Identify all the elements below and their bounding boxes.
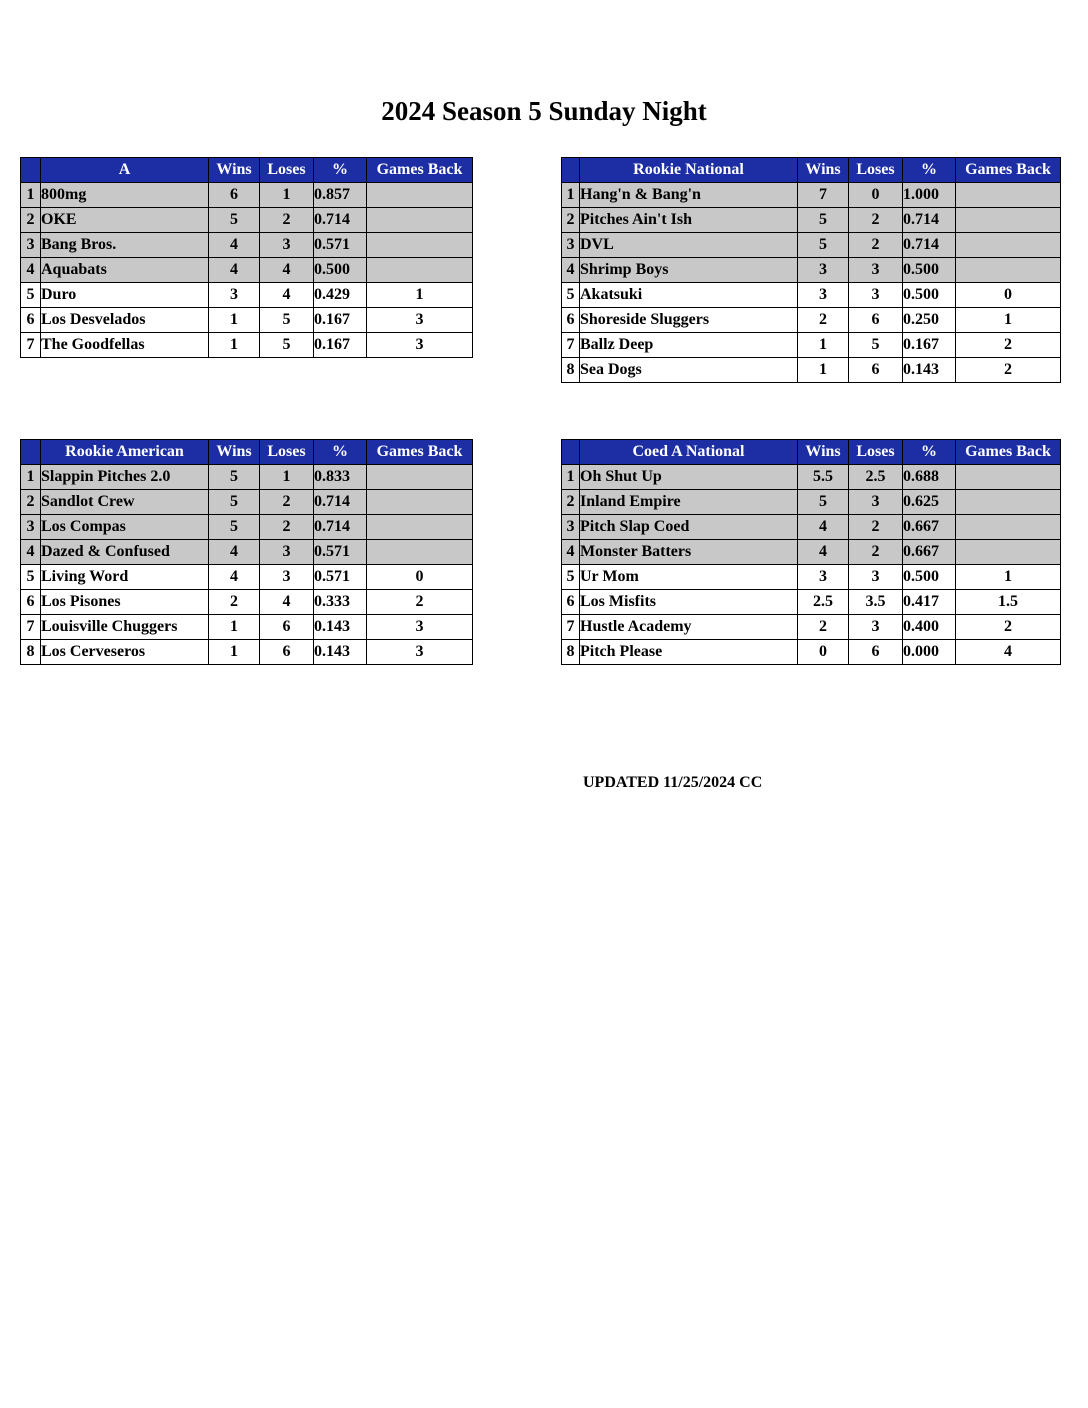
wins-cell: 6 [209, 183, 260, 208]
loses-cell: 3 [849, 565, 903, 590]
wins-cell: 1 [798, 358, 849, 383]
wins-cell: 5 [798, 208, 849, 233]
rank-cell: 4 [562, 258, 580, 283]
team-name: Los Cerveseros [41, 640, 209, 665]
rank-header [562, 158, 580, 183]
table-row [562, 540, 1061, 565]
table-header-row [562, 440, 1061, 465]
loses-cell: 2 [849, 515, 903, 540]
games-back-header: Games Back [367, 440, 473, 465]
rank-cell: 6 [21, 308, 41, 333]
rank-cell: 7 [21, 615, 41, 640]
pct-cell: 0.714 [903, 208, 956, 233]
loses-header: Loses [260, 158, 314, 183]
games-back-cell [956, 465, 1061, 490]
pct-cell: 0.500 [903, 258, 956, 283]
rank-cell: 4 [21, 258, 41, 283]
table-row [21, 183, 473, 208]
pct-cell: 0.571 [314, 540, 367, 565]
wins-cell: 2 [798, 615, 849, 640]
table-row [562, 258, 1061, 283]
pct-cell: 0.400 [903, 615, 956, 640]
table-row [21, 308, 473, 333]
loses-cell: 0 [849, 183, 903, 208]
team-name: Monster Batters [580, 540, 798, 565]
loses-cell: 4 [260, 258, 314, 283]
division-name: A [41, 158, 209, 183]
team-name: Sea Dogs [580, 358, 798, 383]
team-name: Dazed & Confused [41, 540, 209, 565]
loses-cell: 6 [260, 615, 314, 640]
table-row [21, 283, 473, 308]
games-back-header: Games Back [956, 440, 1061, 465]
wins-header: Wins [209, 158, 260, 183]
wins-cell: 2 [798, 308, 849, 333]
table-row [21, 515, 473, 540]
pct-cell: 0.688 [903, 465, 956, 490]
games-back-cell [367, 490, 473, 515]
table-row [562, 465, 1061, 490]
wins-cell: 5 [209, 490, 260, 515]
table-row [562, 590, 1061, 615]
games-back-cell [367, 183, 473, 208]
pct-cell: 0.571 [314, 233, 367, 258]
table-header-row [21, 158, 473, 183]
page-title: 2024 Season 5 Sunday Night [381, 96, 707, 126]
team-name: Pitch Slap Coed [580, 515, 798, 540]
loses-cell: 6 [260, 640, 314, 665]
rank-cell: 8 [562, 640, 580, 665]
rank-cell: 8 [21, 640, 41, 665]
games-back-cell [956, 515, 1061, 540]
division-name: Coed A National [580, 440, 798, 465]
standings-table-rookie-national [561, 157, 1061, 383]
games-back-cell: 1 [367, 283, 473, 308]
team-name: Aquabats [41, 258, 209, 283]
games-back-cell [367, 258, 473, 283]
loses-cell: 5 [849, 333, 903, 358]
wins-cell: 2.5 [798, 590, 849, 615]
loses-cell: 2 [849, 540, 903, 565]
games-back-cell: 0 [367, 565, 473, 590]
division-name: Rookie American [41, 440, 209, 465]
pct-cell: 0.167 [314, 333, 367, 358]
pct-header: % [903, 158, 956, 183]
wins-cell: 3 [209, 283, 260, 308]
pct-cell: 0.143 [903, 358, 956, 383]
games-back-cell: 3 [367, 333, 473, 358]
pct-header: % [903, 440, 956, 465]
rank-cell: 2 [21, 208, 41, 233]
games-back-cell [367, 208, 473, 233]
pct-cell: 0.857 [314, 183, 367, 208]
team-name: Los Pisones [41, 590, 209, 615]
table-row [562, 333, 1061, 358]
table-row [562, 640, 1061, 665]
loses-cell: 3 [849, 615, 903, 640]
loses-cell: 3.5 [849, 590, 903, 615]
pct-cell: 0.833 [314, 465, 367, 490]
games-back-cell [956, 490, 1061, 515]
rank-cell: 1 [21, 183, 41, 208]
rank-cell: 8 [562, 358, 580, 383]
pct-cell: 1.000 [903, 183, 956, 208]
rank-cell: 4 [562, 540, 580, 565]
standings-table-coed-a-national [561, 439, 1061, 665]
wins-cell: 2 [209, 590, 260, 615]
games-back-cell [367, 515, 473, 540]
wins-cell: 4 [209, 565, 260, 590]
table-row [21, 590, 473, 615]
rank-cell: 1 [562, 183, 580, 208]
pct-cell: 0.667 [903, 540, 956, 565]
wins-cell: 5 [798, 233, 849, 258]
pct-cell: 0.667 [903, 515, 956, 540]
table-header-row [562, 158, 1061, 183]
wins-cell: 4 [209, 258, 260, 283]
loses-cell: 6 [849, 640, 903, 665]
team-name: Los Misfits [580, 590, 798, 615]
loses-cell: 3 [260, 540, 314, 565]
team-name: Living Word [41, 565, 209, 590]
games-back-cell [956, 540, 1061, 565]
team-name: The Goodfellas [41, 333, 209, 358]
table-row [562, 283, 1061, 308]
pct-cell: 0.417 [903, 590, 956, 615]
pct-cell: 0.500 [903, 283, 956, 308]
team-name: Pitch Please [580, 640, 798, 665]
loses-header: Loses [260, 440, 314, 465]
rank-header [21, 158, 41, 183]
loses-cell: 5 [260, 308, 314, 333]
pct-cell: 0.143 [314, 640, 367, 665]
games-back-cell: 3 [367, 308, 473, 333]
loses-cell: 2 [260, 490, 314, 515]
games-back-cell: 2 [956, 358, 1061, 383]
pct-cell: 0.500 [314, 258, 367, 283]
games-back-cell [367, 540, 473, 565]
standings-table-a [20, 157, 473, 358]
games-back-cell [956, 208, 1061, 233]
table-row [21, 333, 473, 358]
team-name: Shoreside Sluggers [580, 308, 798, 333]
wins-cell: 5 [209, 208, 260, 233]
table-row [21, 233, 473, 258]
team-name: Hustle Academy [580, 615, 798, 640]
loses-header: Loses [849, 440, 903, 465]
loses-header: Loses [849, 158, 903, 183]
table-row [21, 540, 473, 565]
games-back-cell: 3 [367, 640, 473, 665]
team-name: Slappin Pitches 2.0 [41, 465, 209, 490]
team-name: Shrimp Boys [580, 258, 798, 283]
team-name: Bang Bros. [41, 233, 209, 258]
rank-cell: 1 [562, 465, 580, 490]
loses-cell: 6 [849, 358, 903, 383]
rank-header [21, 440, 41, 465]
pct-cell: 0.571 [314, 565, 367, 590]
games-back-cell: 1 [956, 308, 1061, 333]
wins-header: Wins [209, 440, 260, 465]
games-back-cell: 4 [956, 640, 1061, 665]
rank-cell: 4 [21, 540, 41, 565]
rank-cell: 6 [21, 590, 41, 615]
games-back-cell [367, 233, 473, 258]
loses-cell: 5 [260, 333, 314, 358]
loses-cell: 2.5 [849, 465, 903, 490]
loses-cell: 1 [260, 465, 314, 490]
rank-cell: 6 [562, 308, 580, 333]
games-back-cell: 1.5 [956, 590, 1061, 615]
team-name: Los Compas [41, 515, 209, 540]
loses-cell: 2 [849, 233, 903, 258]
wins-cell: 3 [798, 283, 849, 308]
loses-cell: 1 [260, 183, 314, 208]
games-back-cell [367, 465, 473, 490]
games-back-cell: 0 [956, 283, 1061, 308]
team-name: DVL [580, 233, 798, 258]
team-name: Ballz Deep [580, 333, 798, 358]
loses-cell: 3 [260, 565, 314, 590]
loses-cell: 2 [260, 208, 314, 233]
table-row [21, 565, 473, 590]
wins-cell: 1 [209, 640, 260, 665]
pct-header: % [314, 440, 367, 465]
team-name: 800mg [41, 183, 209, 208]
table-row [562, 358, 1061, 383]
table-row [562, 183, 1061, 208]
pct-cell: 0.500 [903, 565, 956, 590]
rank-cell: 3 [562, 233, 580, 258]
table-row [562, 233, 1061, 258]
rank-cell: 1 [21, 465, 41, 490]
pct-cell: 0.000 [903, 640, 956, 665]
rank-cell: 5 [562, 283, 580, 308]
rank-cell: 6 [562, 590, 580, 615]
team-name: Pitches Ain't Ish [580, 208, 798, 233]
games-back-cell: 3 [367, 615, 473, 640]
table-row [21, 615, 473, 640]
wins-cell: 7 [798, 183, 849, 208]
pct-cell: 0.250 [903, 308, 956, 333]
games-back-cell: 2 [956, 333, 1061, 358]
rank-cell: 7 [562, 615, 580, 640]
rank-cell: 5 [562, 565, 580, 590]
rank-header [562, 440, 580, 465]
games-back-header: Games Back [367, 158, 473, 183]
games-back-cell: 2 [367, 590, 473, 615]
table-row [21, 640, 473, 665]
team-name: Ur Mom [580, 565, 798, 590]
wins-cell: 1 [798, 333, 849, 358]
loses-cell: 4 [260, 590, 314, 615]
table-header-row [21, 440, 473, 465]
pct-header: % [314, 158, 367, 183]
pct-cell: 0.714 [314, 490, 367, 515]
games-back-cell [956, 233, 1061, 258]
pct-cell: 0.714 [314, 515, 367, 540]
loses-cell: 3 [849, 258, 903, 283]
pct-cell: 0.167 [903, 333, 956, 358]
wins-cell: 5.5 [798, 465, 849, 490]
wins-cell: 4 [209, 540, 260, 565]
rank-cell: 3 [562, 515, 580, 540]
table-row [21, 258, 473, 283]
team-name: Louisville Chuggers [41, 615, 209, 640]
standings-table-rookie-american [20, 439, 473, 665]
table-row [562, 565, 1061, 590]
wins-header: Wins [798, 440, 849, 465]
games-back-header: Games Back [956, 158, 1061, 183]
wins-cell: 1 [209, 615, 260, 640]
pct-cell: 0.714 [314, 208, 367, 233]
rank-cell: 7 [562, 333, 580, 358]
rank-cell: 3 [21, 515, 41, 540]
wins-cell: 3 [798, 258, 849, 283]
team-name: Hang'n & Bang'n [580, 183, 798, 208]
rank-cell: 2 [21, 490, 41, 515]
team-name: Duro [41, 283, 209, 308]
table-row [562, 490, 1061, 515]
loses-cell: 2 [260, 515, 314, 540]
team-name: Los Desvelados [41, 308, 209, 333]
rank-cell: 2 [562, 490, 580, 515]
loses-cell: 3 [849, 490, 903, 515]
rank-cell: 2 [562, 208, 580, 233]
rank-cell: 3 [21, 233, 41, 258]
pct-cell: 0.625 [903, 490, 956, 515]
pct-cell: 0.167 [314, 308, 367, 333]
table-row [562, 615, 1061, 640]
loses-cell: 3 [849, 283, 903, 308]
table-row [21, 490, 473, 515]
loses-cell: 2 [849, 208, 903, 233]
wins-cell: 4 [798, 540, 849, 565]
rank-cell: 5 [21, 283, 41, 308]
table-row [562, 308, 1061, 333]
wins-cell: 0 [798, 640, 849, 665]
wins-cell: 4 [798, 515, 849, 540]
loses-cell: 6 [849, 308, 903, 333]
team-name: Inland Empire [580, 490, 798, 515]
pct-cell: 0.143 [314, 615, 367, 640]
table-row [21, 208, 473, 233]
wins-cell: 4 [209, 233, 260, 258]
games-back-cell [956, 258, 1061, 283]
team-name: Sandlot Crew [41, 490, 209, 515]
table-row [21, 465, 473, 490]
team-name: Oh Shut Up [580, 465, 798, 490]
wins-cell: 5 [798, 490, 849, 515]
wins-cell: 5 [209, 515, 260, 540]
games-back-cell [956, 183, 1061, 208]
division-name: Rookie National [580, 158, 798, 183]
wins-cell: 1 [209, 333, 260, 358]
wins-cell: 3 [798, 565, 849, 590]
loses-cell: 3 [260, 233, 314, 258]
games-back-cell: 2 [956, 615, 1061, 640]
table-row [562, 208, 1061, 233]
games-back-cell: 1 [956, 565, 1061, 590]
wins-cell: 5 [209, 465, 260, 490]
pct-cell: 0.429 [314, 283, 367, 308]
rank-cell: 7 [21, 333, 41, 358]
team-name: OKE [41, 208, 209, 233]
wins-header: Wins [798, 158, 849, 183]
team-name: Akatsuki [580, 283, 798, 308]
pct-cell: 0.714 [903, 233, 956, 258]
table-row [562, 515, 1061, 540]
updated-note: UPDATED 11/25/2024 CC [583, 774, 763, 791]
pct-cell: 0.333 [314, 590, 367, 615]
loses-cell: 4 [260, 283, 314, 308]
wins-cell: 1 [209, 308, 260, 333]
rank-cell: 5 [21, 565, 41, 590]
